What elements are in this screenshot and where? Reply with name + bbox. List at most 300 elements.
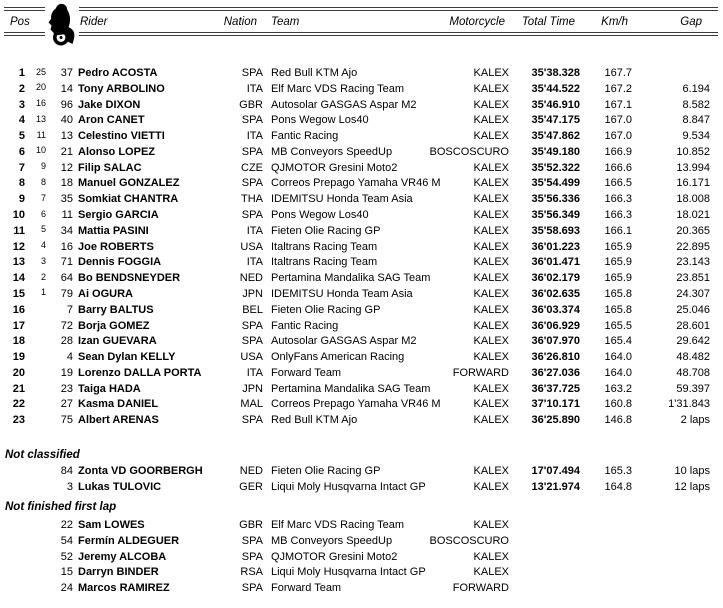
gap-cell: 10.852: [676, 145, 710, 158]
points-cell: [25, 333, 46, 349]
kmh-cell: 167.0: [604, 114, 632, 127]
table-row: [0, 334, 723, 350]
team-cell: IDEMITSU Honda Team Asia: [271, 287, 413, 300]
not-finished-first-lap-label: Not finished first lap: [5, 501, 117, 514]
nation-cell: ITA: [246, 256, 263, 269]
position-cell: 19: [12, 351, 25, 364]
team-cell: Italtrans Racing Team: [271, 240, 378, 253]
rider-name-cell: Jeremy ALCOBA: [78, 550, 167, 563]
team-cell: Fieten Olie Racing GP: [271, 464, 381, 477]
total-time-cell: 36'37.725: [531, 382, 580, 395]
team-cell: MB Conveyors SpeedUp: [271, 145, 393, 158]
position-cell: 9: [18, 193, 25, 206]
rider-name-cell: Manuel GONZALEZ: [78, 177, 180, 190]
total-time-cell: 35'44.522: [531, 82, 580, 95]
position-cell: 6: [18, 145, 25, 158]
rider-number-cell: 52: [60, 550, 73, 563]
rider-name-cell: Marcos RAMIREZ: [78, 582, 170, 595]
kmh-cell: 165.8: [604, 287, 632, 300]
team-cell: Pertamina Mandalika SAG Team: [271, 382, 431, 395]
header-rule-2: [4, 35, 718, 36]
total-time-cell: 17'07.494: [531, 464, 580, 477]
rider-name-cell: Somkiat CHANTRA: [78, 193, 179, 206]
nation-cell: SPA: [241, 114, 263, 127]
not-finished-first-lap-body: [0, 518, 723, 597]
nation-cell: SPA: [241, 534, 263, 547]
total-time-column-header: Total Time: [521, 16, 575, 28]
table-row: [0, 464, 723, 480]
table-row: [0, 113, 723, 129]
position-cell: 17: [12, 319, 25, 332]
points-cell: 5: [40, 224, 46, 235]
gap-cell: 13.994: [676, 161, 710, 174]
position-cell: [0, 464, 25, 480]
rider-name-cell: Lorenzo DALLA PORTA: [78, 366, 202, 379]
total-time-cell: [509, 550, 580, 566]
rider-number-cell: 27: [60, 398, 73, 411]
rider-name-cell: Darryn BINDER: [78, 566, 159, 579]
motorcycle-cell: KALEX: [473, 414, 509, 427]
points-cell: [25, 462, 46, 478]
total-time-cell: [509, 581, 580, 597]
gap-cell: 1'31.843: [668, 398, 710, 411]
team-cell: OnlyFans American Racing: [271, 351, 405, 364]
team-cell: Correos Prepago Yamaha VR46 M: [271, 398, 441, 411]
rider-column-header: Rider: [80, 16, 108, 28]
team-cell: Pons Wegow Los40: [271, 114, 369, 127]
position-cell: 15: [12, 287, 25, 300]
total-time-cell: 36'03.374: [531, 303, 580, 316]
table-row: [0, 287, 723, 303]
kmh-cell: 165.5: [604, 319, 632, 332]
table-row: [0, 319, 723, 335]
table-row: [0, 366, 723, 382]
points-cell: 3: [40, 255, 46, 266]
motorcycle-cell: KALEX: [473, 566, 509, 579]
kmh-cell: 166.5: [604, 177, 632, 190]
motorcycle-cell: KALEX: [473, 480, 509, 493]
total-time-cell: 35'58.693: [531, 224, 580, 237]
nation-cell: USA: [240, 351, 263, 364]
gap-cell: [632, 518, 710, 534]
nation-cell: JPN: [242, 382, 263, 395]
nation-cell: RSA: [240, 566, 263, 579]
table-row: [0, 161, 723, 177]
rider-name-cell: Fermín ALDEGUER: [78, 534, 180, 547]
kmh-cell: 167.2: [604, 82, 632, 95]
nation-cell: MAL: [240, 398, 263, 411]
points-cell: [25, 317, 46, 333]
rider-name-cell: Dennis FOGGIA: [78, 256, 162, 269]
team-cell: Fieten Olie Racing GP: [271, 303, 381, 316]
nation-cell: SPA: [241, 582, 263, 595]
points-cell: 4: [40, 240, 46, 251]
total-time-cell: [509, 518, 580, 534]
position-cell: 2: [18, 82, 25, 95]
rider-number-cell: 40: [60, 114, 73, 127]
motorcycle-cell: KALEX: [473, 382, 509, 395]
gap-cell: 12 laps: [674, 480, 710, 493]
nation-cell: SPA: [241, 145, 263, 158]
table-row: [0, 82, 723, 98]
gap-cell: [632, 581, 710, 597]
nation-cell: SPA: [241, 209, 263, 222]
table-row: [0, 145, 723, 161]
rider-name-cell: Borja GOMEZ: [78, 319, 150, 332]
gap-cell: [632, 534, 710, 550]
points-cell: [25, 548, 46, 564]
team-cell: Pertamina Mandalika SAG Team: [271, 272, 431, 285]
position-cell: 7: [18, 161, 25, 174]
rider-number-cell: 54: [60, 534, 73, 547]
total-time-cell: 35'47.175: [531, 114, 580, 127]
motorcycle-cell: KALEX: [473, 319, 509, 332]
team-cell: Autosolar GASGAS Aspar M2: [271, 335, 417, 348]
points-cell: [25, 517, 46, 533]
rider-number-cell: 3: [66, 480, 73, 493]
total-time-cell: 13'21.974: [531, 480, 580, 493]
kmh-cell: [580, 581, 632, 597]
team-cell: Elf Marc VDS Racing Team: [271, 82, 405, 95]
table-row: [0, 192, 723, 208]
points-cell: 6: [40, 208, 46, 219]
total-time-cell: [509, 565, 580, 581]
team-cell: Pons Wegow Los40: [271, 209, 369, 222]
motorcycle-cell: FORWARD: [452, 582, 509, 595]
team-cell: Liqui Moly Husqvarna Intact GP: [271, 566, 426, 579]
gap-column-header: Gap: [680, 16, 702, 28]
rider-number-cell: 64: [60, 272, 73, 285]
rider-number-cell: 14: [60, 82, 73, 95]
rider-number-cell: 15: [60, 566, 73, 579]
position-cell: 3: [18, 98, 25, 111]
position-cell: 1: [18, 67, 25, 79]
points-cell: [25, 301, 46, 317]
gap-cell: 9.534: [682, 130, 710, 143]
motorcycle-cell: KALEX: [473, 287, 509, 300]
rider-name-cell: Sergio GARCIA: [78, 209, 159, 222]
rider-number-cell: 13: [60, 130, 73, 143]
table-row: [0, 550, 723, 566]
points-cell: 16: [35, 98, 46, 109]
gap-cell: 18.008: [676, 193, 710, 206]
header-rule-1: [4, 32, 718, 33]
gap-cell: 23.851: [676, 272, 710, 285]
nation-cell: SPA: [241, 67, 263, 79]
rider-number-cell: 7: [66, 303, 73, 316]
table-row: [0, 271, 723, 287]
motorcycle-cell: KALEX: [473, 98, 509, 111]
nation-cell: SPA: [241, 335, 263, 348]
gap-cell: 48.708: [676, 366, 710, 379]
position-cell: 8: [18, 177, 25, 190]
team-cell: QJMOTOR Gresini Moto2: [271, 550, 398, 563]
position-cell: 20: [12, 366, 25, 379]
gap-cell: 20.365: [676, 224, 710, 237]
total-time-cell: 36'26.810: [531, 351, 580, 364]
motorcycle-cell: KALEX: [473, 398, 509, 411]
position-cell: 21: [12, 382, 25, 395]
rider-name-cell: Taiga HADA: [78, 382, 141, 395]
table-row: [0, 66, 723, 82]
kmh-cell: 167.7: [604, 67, 632, 79]
rider-number-cell: 4: [66, 351, 73, 364]
gap-cell: [632, 550, 710, 566]
nation-cell: NED: [239, 272, 263, 285]
position-cell: 10: [12, 209, 25, 222]
motorcycle-cell: KALEX: [473, 519, 509, 532]
team-column-header: Team: [271, 16, 300, 28]
gap-cell: [632, 66, 710, 82]
points-cell: [25, 564, 46, 580]
gap-cell: 29.642: [676, 335, 710, 348]
rider-number-cell: 79: [60, 287, 73, 300]
position-cell: 12: [12, 240, 25, 253]
total-time-cell: 36'01.223: [531, 240, 580, 253]
points-cell: 20: [35, 82, 46, 93]
gap-cell: 8.847: [682, 114, 710, 127]
total-time-cell: 35'56.336: [531, 193, 580, 206]
motorcycle-column-header: Motorcycle: [449, 16, 505, 28]
team-cell: Forward Team: [271, 582, 342, 595]
team-cell: MB Conveyors SpeedUp: [271, 534, 393, 547]
gap-cell: 8.582: [682, 98, 710, 111]
rider-name-cell: Lukas TULOVIC: [78, 480, 162, 493]
nation-cell: NED: [239, 464, 263, 477]
motorcycle-cell: KALEX: [473, 130, 509, 143]
total-time-cell: 36'27.036: [531, 366, 580, 379]
position-cell: 11: [13, 224, 25, 237]
table-row: [0, 518, 723, 534]
total-time-cell: 36'01.471: [531, 256, 580, 269]
total-time-cell: 35'56.349: [531, 209, 580, 222]
rider-number-cell: 28: [60, 335, 73, 348]
gap-cell: 22.895: [676, 240, 710, 253]
rider-name-cell: Albert ARENAS: [78, 414, 159, 427]
rider-number-cell: 11: [61, 209, 73, 222]
position-cell: [0, 518, 25, 534]
points-cell: 9: [40, 161, 46, 172]
table-row: [0, 240, 723, 256]
nation-column-header: Nation: [223, 16, 257, 28]
position-cell: [0, 480, 25, 496]
nation-cell: SPA: [241, 550, 263, 563]
rider-number-cell: 22: [60, 519, 73, 532]
rider-name-cell: Zonta VD GOORBERGH: [78, 464, 203, 477]
table-row: [0, 208, 723, 224]
table-row: [0, 176, 723, 192]
position-cell: 13: [12, 256, 25, 269]
gap-cell: 10 laps: [674, 464, 710, 477]
total-time-cell: 35'46.910: [531, 98, 580, 111]
rider-name-cell: Kasma DANIEL: [78, 398, 159, 411]
table-row: [0, 397, 723, 413]
gap-cell: 24.307: [676, 287, 710, 300]
total-time-cell: 35'38.328: [531, 67, 580, 79]
table-header: [0, 0, 723, 50]
rider-name-cell: Jake DIXON: [78, 98, 141, 111]
team-cell: Elf Marc VDS Racing Team: [271, 519, 405, 532]
motorcycle-cell: KALEX: [473, 224, 509, 237]
rider-number-cell: 96: [60, 98, 73, 111]
team-cell: IDEMITSU Honda Team Asia: [271, 193, 413, 206]
team-cell: Liqui Moly Husqvarna Intact GP: [271, 480, 426, 493]
rider-number-cell: 24: [60, 582, 73, 595]
rider-name-cell: Izan GUEVARA: [78, 335, 157, 348]
points-cell: 10: [35, 145, 46, 156]
total-time-cell: 36'07.970: [531, 335, 580, 348]
not-classified-label: Not classified: [5, 448, 80, 461]
rider-number-cell: 84: [60, 464, 73, 477]
kmh-cell: 165.9: [604, 240, 632, 253]
total-time-cell: 36'02.635: [531, 287, 580, 300]
kmh-cell: [580, 565, 632, 581]
kmh-cell: 166.9: [604, 145, 632, 158]
nation-cell: SPA: [241, 319, 263, 332]
kmh-cell: 164.8: [604, 480, 632, 493]
table-row: [0, 413, 723, 429]
nation-cell: SPA: [241, 414, 263, 427]
rider-name-cell: Aron CANET: [78, 114, 145, 127]
nation-cell: ITA: [246, 130, 263, 143]
pos-column-header: Pos: [10, 16, 30, 28]
team-cell: Correos Prepago Yamaha VR46 M: [271, 177, 441, 190]
rider-name-cell: Tony ARBOLINO: [78, 82, 165, 95]
nation-cell: GBR: [239, 519, 263, 532]
motorcycle-cell: KALEX: [473, 67, 509, 79]
motorcycle-cell: KALEX: [473, 335, 509, 348]
classification-body: [0, 66, 723, 429]
nation-cell: ITA: [246, 366, 263, 379]
kmh-cell: [580, 550, 632, 566]
rider-name-cell: Barry BALTUS: [78, 303, 154, 316]
points-cell: 13: [35, 113, 46, 124]
nation-cell: USA: [240, 240, 263, 253]
gap-cell: 48.482: [676, 351, 710, 364]
rider-name-cell: Joe ROBERTS: [78, 240, 154, 253]
rider-number-cell: 23: [60, 382, 73, 395]
total-time-cell: [509, 534, 580, 550]
nation-cell: THA: [241, 193, 263, 206]
top-rule-1: [4, 7, 718, 8]
motorcycle-cell: KALEX: [473, 82, 509, 95]
points-cell: [25, 396, 46, 412]
gap-cell: [632, 565, 710, 581]
points-cell: 1: [40, 287, 46, 298]
kmh-cell: 164.0: [604, 351, 632, 364]
motorcycle-cell: KALEX: [473, 272, 509, 285]
table-row: [0, 382, 723, 398]
rider-number-cell: 34: [60, 224, 73, 237]
motorcycle-cell: BOSCOSCURO: [429, 145, 509, 158]
rider-name-cell: Sean Dylan KELLY: [78, 351, 176, 364]
motorcycle-cell: KALEX: [473, 351, 509, 364]
total-time-cell: 35'54.499: [531, 177, 580, 190]
motorcycle-cell: KALEX: [473, 209, 509, 222]
total-time-cell: 36'02.179: [531, 272, 580, 285]
motorcycle-cell: KALEX: [473, 303, 509, 316]
nation-cell: GBR: [239, 98, 263, 111]
kmh-cell: 165.4: [604, 335, 632, 348]
top-rule-2: [4, 10, 718, 11]
points-cell: [25, 478, 46, 494]
points-cell: 2: [40, 271, 46, 282]
rider-name-cell: Ai OGURA: [78, 287, 133, 300]
nation-cell: ITA: [246, 82, 263, 95]
kmh-cell: [580, 534, 632, 550]
position-cell: 5: [18, 130, 25, 143]
points-cell: [25, 349, 46, 365]
table-row: [0, 98, 723, 114]
kmh-cell: 164.0: [604, 366, 632, 379]
table-row: [0, 129, 723, 145]
team-cell: QJMOTOR Gresini Moto2: [271, 161, 398, 174]
motorcycle-cell: KALEX: [473, 177, 509, 190]
rider-number-cell: 18: [60, 177, 73, 190]
kmh-cell: 165.9: [604, 256, 632, 269]
kmh-cell: 146.8: [604, 414, 632, 427]
gap-cell: 16.171: [676, 177, 710, 190]
kmh-cell: 163.2: [604, 382, 632, 395]
nation-cell: JPN: [242, 287, 263, 300]
rider-name-cell: Mattia PASINI: [78, 224, 149, 237]
kmh-cell: 166.1: [604, 224, 632, 237]
motorcycle-cell: KALEX: [473, 240, 509, 253]
table-row: [0, 255, 723, 271]
total-time-cell: 36'25.890: [531, 414, 580, 427]
table-row: [0, 565, 723, 581]
gap-cell: 25.046: [676, 303, 710, 316]
position-cell: 23: [12, 414, 25, 427]
nation-cell: SPA: [241, 177, 263, 190]
nation-cell: ITA: [246, 224, 263, 237]
rider-name-cell: Pedro ACOSTA: [78, 67, 158, 79]
motorcycle-cell: FORWARD: [452, 366, 509, 379]
position-cell: 16: [12, 303, 25, 316]
rider-number-cell: 71: [60, 256, 73, 269]
position-cell: 14: [12, 272, 25, 285]
kmh-cell: 167.0: [604, 130, 632, 143]
motorcycle-cell: KALEX: [473, 193, 509, 206]
header-row: [0, 15, 710, 29]
kmh-cell: 166.3: [604, 193, 632, 206]
table-row: [0, 534, 723, 550]
team-cell: Fantic Racing: [271, 130, 339, 143]
nation-cell: CZE: [241, 161, 263, 174]
motorcycle-cell: KALEX: [473, 161, 509, 174]
kmh-cell: [580, 518, 632, 534]
kmh-cell: 165.9: [604, 272, 632, 285]
total-time-cell: 35'49.180: [531, 145, 580, 158]
position-cell: [0, 534, 25, 550]
gap-cell: 18.021: [676, 209, 710, 222]
rider-number-cell: 72: [60, 319, 73, 332]
position-cell: 22: [12, 398, 25, 411]
total-time-cell: 37'10.171: [531, 398, 580, 411]
kmh-column-header: Km/h: [601, 16, 628, 28]
kmh-cell: 167.1: [604, 98, 632, 111]
points-cell: [25, 380, 46, 396]
team-cell: Red Bull KTM Ajo: [271, 414, 358, 427]
points-cell: [25, 412, 46, 428]
points-cell: 7: [40, 192, 46, 203]
position-cell: [0, 581, 25, 597]
rider-number-cell: 35: [60, 193, 73, 206]
rider-name-cell: Filip SALAC: [78, 161, 142, 174]
total-time-cell: 36'06.929: [531, 319, 580, 332]
table-row: [0, 303, 723, 319]
points-cell: [25, 580, 46, 596]
